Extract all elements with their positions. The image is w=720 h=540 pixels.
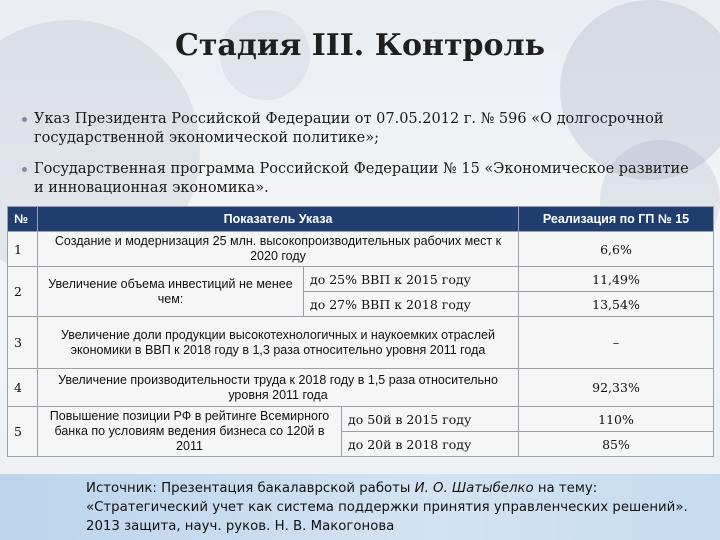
source-author: И. О. Шатыбелко xyxy=(414,481,534,496)
sub-indicator-cell: до 50й в 2015 году xyxy=(342,407,519,432)
realization-cell: – xyxy=(519,317,714,369)
row-number: 5 xyxy=(8,407,38,457)
bullet-item: Указ Президента Российской Федерации от 07.05.2012 г. № 596 «О долгосрочной государственной экономической политике»; xyxy=(22,110,692,148)
indicator-cell: Увеличение объема инвестиций не менее чем: xyxy=(38,267,304,317)
bullet-list xyxy=(22,110,692,210)
indicator-cell: Повышение позиции РФ в рейтинге Всемирного банка по условиям ведения бизнеса со 120й в 2011 xyxy=(38,407,342,457)
slide-title: Стадия III. Контроль xyxy=(174,28,546,63)
row-number: 4 xyxy=(8,369,38,407)
row-number: 1 xyxy=(8,232,38,267)
realization-cell: 11,49% xyxy=(519,267,714,292)
sub-indicator-cell: до 20й в 2018 году xyxy=(342,432,519,457)
source-footer xyxy=(0,474,720,540)
indicator-cell: Увеличение производительности труда к 2018 году в 1,5 раза относительно уровня 2011 года xyxy=(38,369,519,407)
table-header-row xyxy=(8,207,714,232)
source-suffix: на тему: «Стратегический учет как система поддержки принятия управленческих решений». 2013 защита, науч. руков. Н. В. Макогонова xyxy=(86,481,688,534)
table-row xyxy=(8,267,714,292)
source-text xyxy=(86,479,706,536)
header-number: № xyxy=(8,207,38,232)
realization-cell: 13,54% xyxy=(519,292,714,317)
header-indicator: Показатель Указа xyxy=(38,207,519,232)
row-number: 3 xyxy=(8,317,38,369)
realization-cell: 6,6% xyxy=(519,232,714,267)
realization-cell: 92,33% xyxy=(519,369,714,407)
row-number: 2 xyxy=(8,267,38,317)
sub-indicator-cell: до 27% ВВП к 2018 году xyxy=(304,292,519,317)
realization-cell: 85% xyxy=(519,432,714,457)
header-realization: Реализация по ГП № 15 xyxy=(519,207,714,232)
sub-indicator-cell: до 25% ВВП к 2015 году xyxy=(304,267,519,292)
table-row xyxy=(8,369,714,407)
indicators-table xyxy=(7,206,714,457)
table-row xyxy=(8,407,714,432)
bullet-item: Государственная программа Российской Федерации № 15 «Экономическое развитие и инновационная экономика». xyxy=(22,160,692,198)
indicator-cell: Создание и модернизация 25 млн. высокопроизводительных рабочих мест к 2020 году xyxy=(38,232,519,267)
indicator-cell: Увеличение доли продукции высокотехнологичных и наукоемких отраслей экономики в ВВП к 2018 году в 1,3 раза относительно уровня 2011 года xyxy=(38,317,519,369)
table-row xyxy=(8,232,714,267)
source-prefix: Источник: Презентация бакалаврской работы xyxy=(86,481,415,496)
realization-cell: 110% xyxy=(519,407,714,432)
table-row xyxy=(8,317,714,369)
